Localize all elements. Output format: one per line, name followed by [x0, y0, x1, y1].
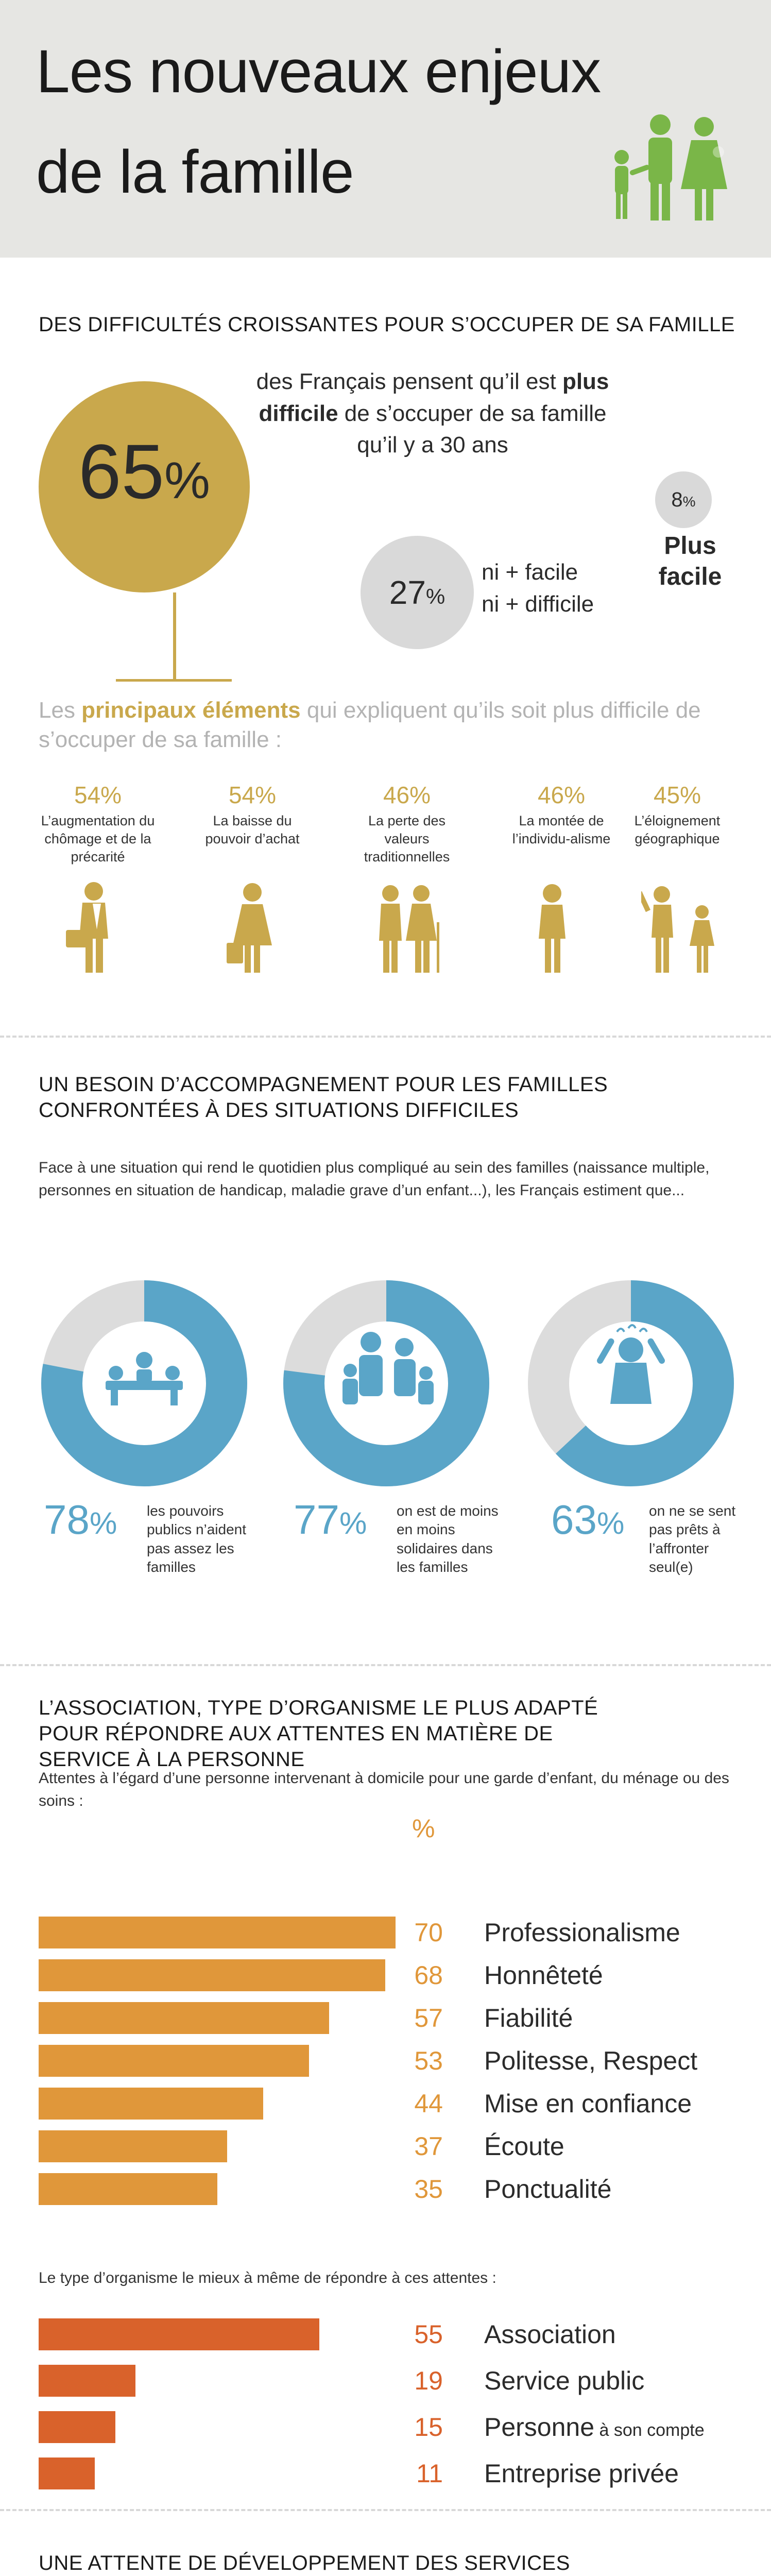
section2-intro: Face à une situation qui rend le quotidien plus compliqué au sein des familles (naissance multiple, personnes en situation de handicap, maladie grave d’un enfant...), les Français estiment que...: [39, 1159, 710, 1199]
bar-category-label: Association: [484, 2320, 616, 2349]
factor-item: [502, 783, 621, 848]
factor-label: La montée de l’individu-alisme: [512, 813, 611, 847]
unit-header: %: [412, 1814, 435, 1843]
bar: [39, 2045, 309, 2077]
bar-value-label: 19: [414, 2366, 443, 2395]
bar-category-label: Entreprise privée: [484, 2459, 679, 2488]
section4-title: UNE ATTENTE DE DÉVELOPPEMENT DES SERVICES: [39, 2552, 570, 2574]
bar-value-label: 11: [416, 2459, 443, 2488]
bar: [39, 2173, 217, 2205]
stat-value: 78%: [44, 1497, 117, 1543]
stat-value: 63%: [551, 1497, 625, 1543]
bar-value-label: 35: [414, 2175, 443, 2204]
factor-label: La baisse du pouvoir d’achat: [205, 813, 300, 847]
factor-item: [618, 783, 736, 848]
bar-value-label: 53: [414, 2046, 443, 2075]
section-divider: [0, 1664, 771, 1666]
bar: [39, 1959, 385, 1991]
factor-item: [39, 783, 157, 866]
page-title-line-1: Les nouveaux enjeux: [36, 38, 601, 106]
stat-label: on est de moins en moins solidaires dans les familles: [397, 1503, 499, 1575]
meeting-table-icon: [106, 1352, 183, 1405]
factor-label: L’éloignement géographique: [634, 813, 721, 847]
organisms-intro: Le type d’organisme le mieux à même de répondre à ces attentes :: [39, 2269, 496, 2286]
bar-category-label: Service public: [484, 2366, 645, 2395]
section-divider: [0, 1036, 771, 1038]
bar-category-label: Ponctualité: [484, 2175, 612, 2204]
factor-pct: 54%: [74, 782, 122, 808]
bar: [39, 2130, 227, 2162]
woman-shopping-bag-icon: [216, 881, 288, 974]
bar: [39, 2318, 319, 2350]
donut-chart: [39, 1278, 250, 1489]
section2-title: UN BESOIN D’ACCOMPAGNEMENT POUR LES FAMILLES CONFRONTÉES À DES SITUATIONS DIFFICILES: [39, 1073, 608, 1122]
stat-27-circle: 27%: [361, 536, 474, 649]
bar-category-label: Écoute: [484, 2132, 564, 2161]
factor-label: L’augmentation du chômage et de la précarité: [41, 813, 155, 865]
bar-category-label: Fiabilité: [484, 2004, 573, 2032]
bar-value-label: 55: [414, 2320, 443, 2349]
bar-value-label: 70: [414, 1918, 443, 1947]
stat-8-circle: 8%: [655, 471, 712, 528]
stat-label: les pouvoirs publics n’aident pas assez les familles: [147, 1503, 247, 1575]
bar-value-label: 44: [414, 2089, 443, 2118]
bar-category-label: Professionalisme: [484, 1918, 680, 1947]
factor-pct: 46%: [537, 782, 586, 808]
unemployed-person-icon: [62, 881, 134, 974]
bar-value-label: 68: [414, 1961, 443, 1990]
bar-category-label: Mise en confiance: [484, 2089, 692, 2118]
bar-category-label: Honnêteté: [484, 1961, 603, 1990]
stat-27-label: ni + facile ni + difficile: [482, 560, 594, 617]
page-title-line-2: de la famille: [36, 138, 354, 206]
stat-8-label: Plus facile: [658, 532, 722, 590]
bar-value-label: 37: [414, 2132, 443, 2161]
section3-title: L’ASSOCIATION, TYPE D’ORGANISME LE PLUS ADAPTÉ POUR RÉPONDRE AUX ATTENTES EN MATIÈRE DE SERVICE À LA PERSONNE: [39, 1697, 598, 1771]
stat-label: on ne se sent pas prêts à l’affronter seul(e): [649, 1503, 736, 1575]
stat-value: 77%: [294, 1497, 367, 1543]
bar: [39, 1917, 396, 1948]
bar-category-label: Personne à son compte: [484, 2413, 705, 2442]
waving-family-icon: [641, 881, 724, 974]
donut-chart: [525, 1278, 736, 1489]
factor-pct: 54%: [228, 782, 277, 808]
factor-label: La perte des valeurs traditionnelles: [364, 813, 450, 865]
bar: [39, 2088, 263, 2120]
bar: [39, 2411, 115, 2443]
stressed-person-icon: [596, 1325, 666, 1404]
bar: [39, 2002, 329, 2034]
donut-chart: [281, 1278, 492, 1489]
individual-person-icon: [525, 881, 597, 974]
factor-item: [193, 783, 312, 848]
main-stat-value: 65%: [78, 428, 210, 515]
factors-intro: Les principaux éléments qui expliquent qu’ils soit plus difficile de s’occuper de sa famille :: [39, 698, 701, 753]
elderly-couple-icon: [371, 881, 443, 974]
bar: [39, 2458, 95, 2489]
section1-title: DES DIFFICULTÉS CROISSANTES POUR S’OCCUPER DE SA FAMILLE: [39, 313, 735, 336]
bar-value-label: 15: [414, 2413, 443, 2442]
bar-category-label: Politesse, Respect: [484, 2046, 698, 2075]
header-banner: [0, 0, 771, 258]
section-divider: [0, 2509, 771, 2511]
family-icon: [606, 113, 735, 222]
expectations-intro: Attentes à l’égard d’une personne intervenant à domicile pour une garde d’enfant, du ménage ou des soins :: [39, 1770, 729, 1809]
bar-value-label: 57: [414, 2004, 443, 2032]
factor-item: [348, 783, 466, 866]
connector-line: [173, 592, 176, 680]
family-group-icon: [342, 1332, 434, 1404]
factor-pct: 45%: [653, 782, 701, 808]
factor-pct: 46%: [383, 782, 431, 808]
main-stat-description: des Français pensent qu’il est plus difficile de s’occuper de sa famille qu’il y a 30 ans: [256, 369, 609, 458]
connector-bar: [116, 679, 232, 682]
bar: [39, 2365, 135, 2397]
